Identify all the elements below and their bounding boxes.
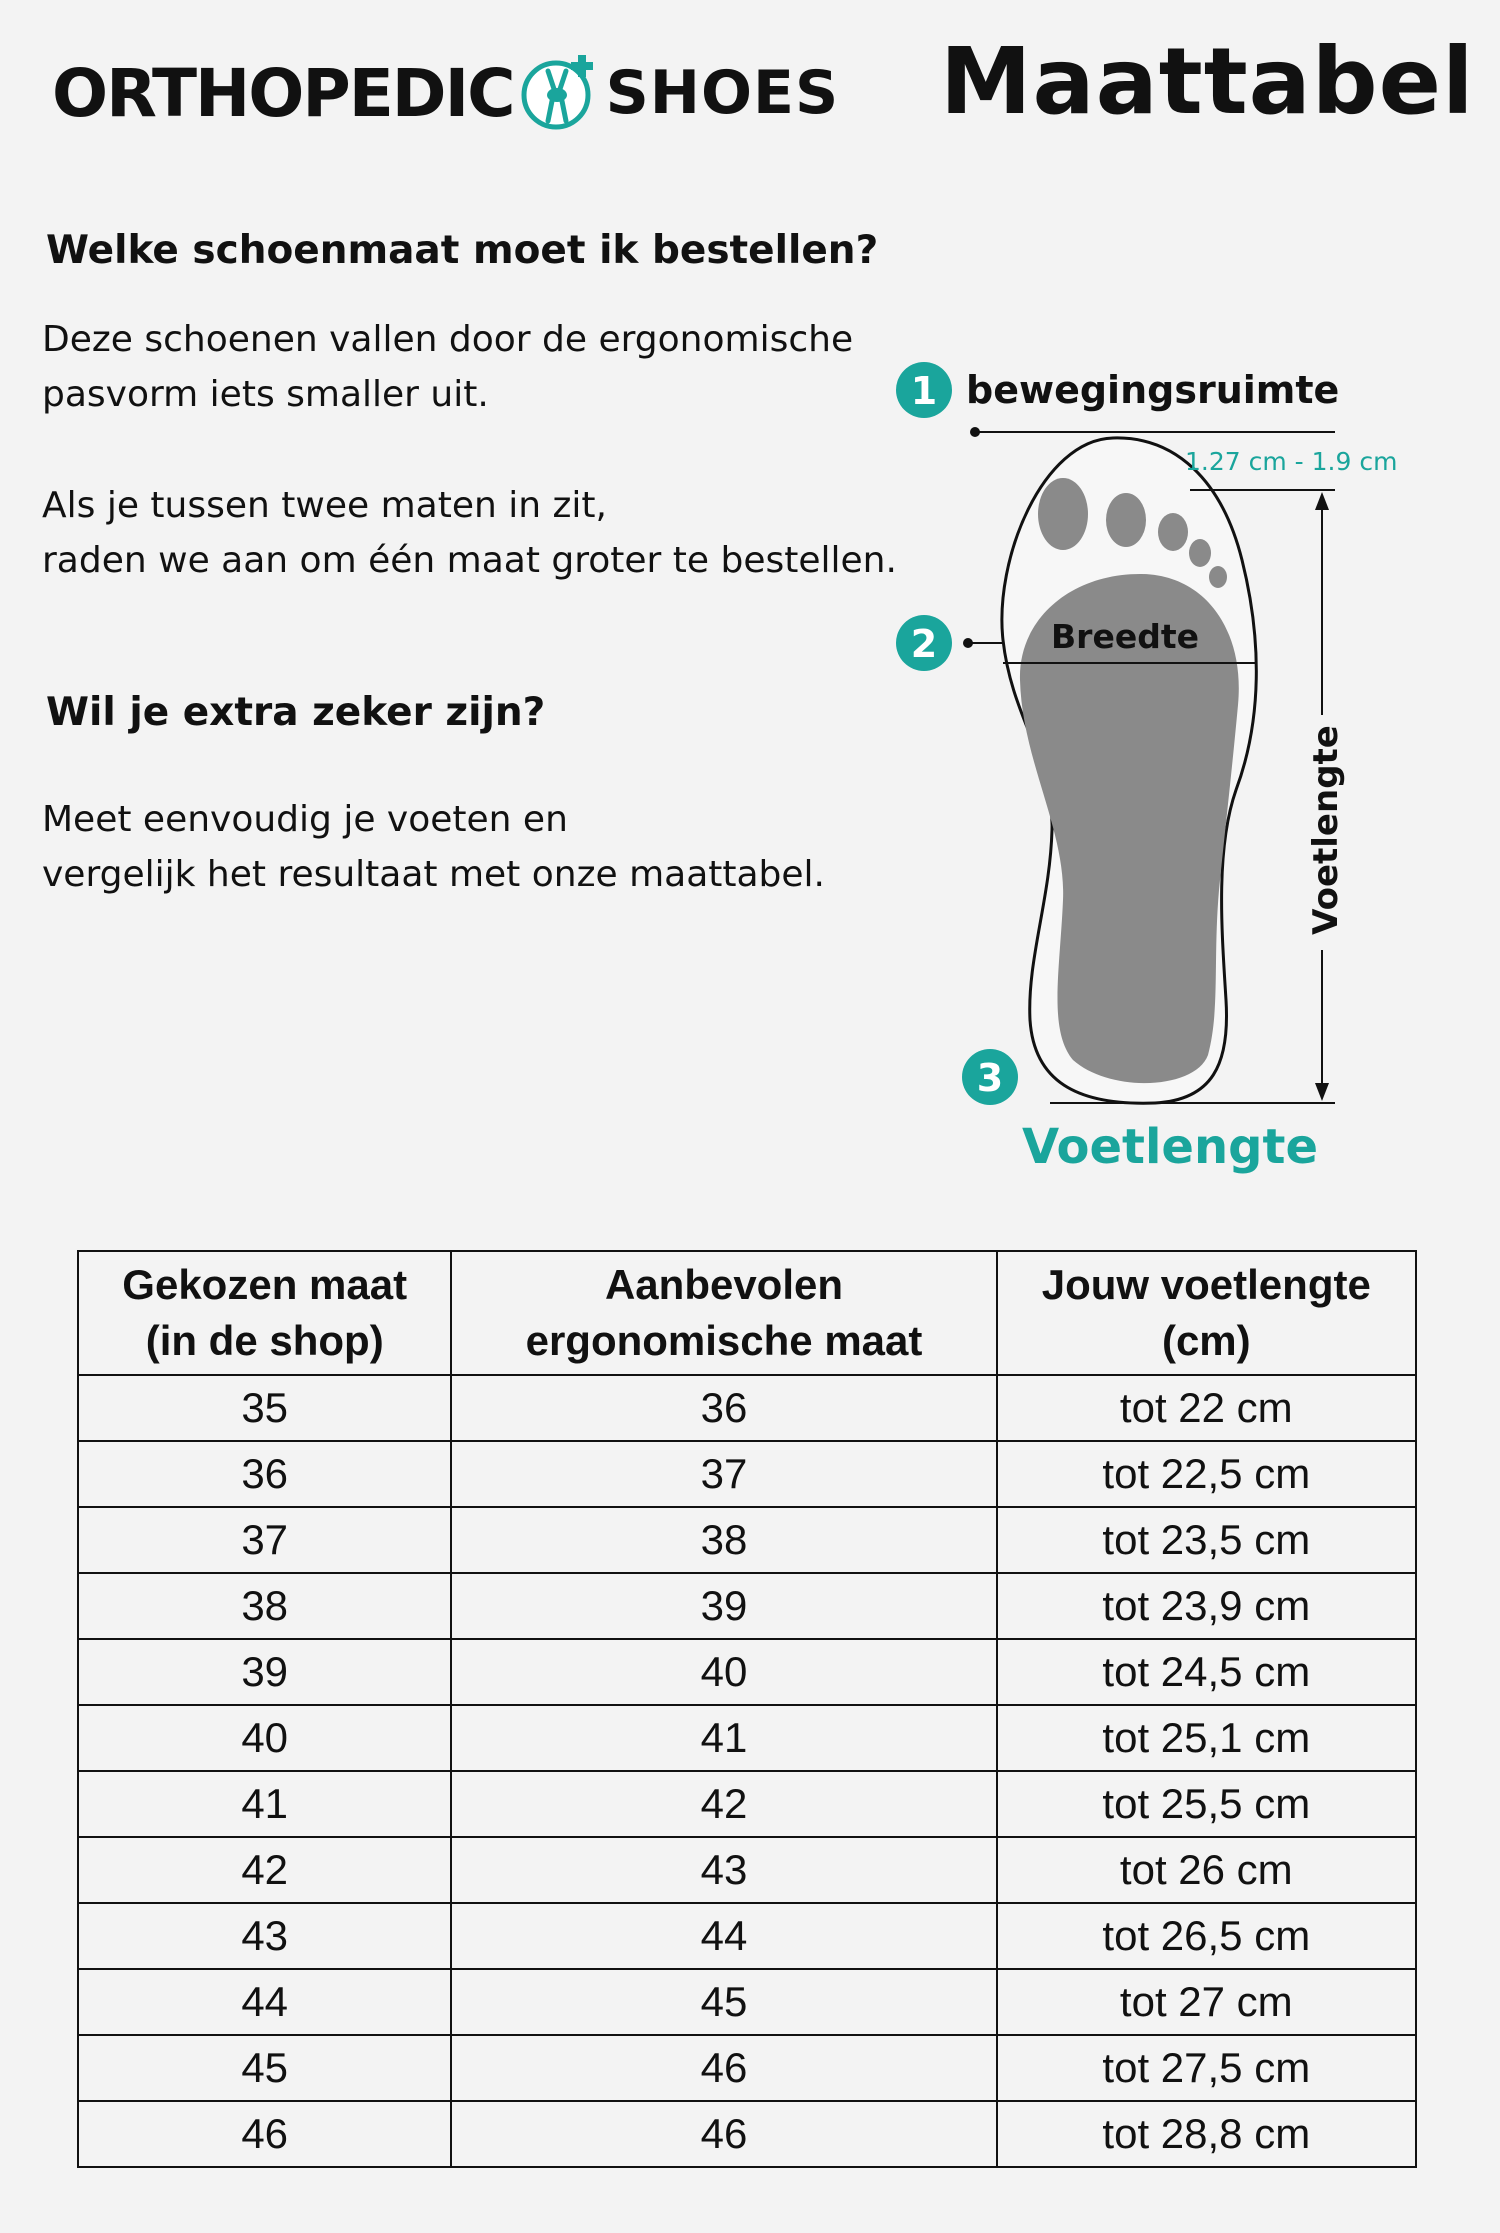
table-row (78, 2035, 1416, 2101)
toe-shape (1038, 478, 1088, 550)
header-line: Jouw voetlengte (1041, 1261, 1371, 1308)
table-row (78, 1969, 1416, 2035)
cell-foot-length: tot 26 cm (997, 1837, 1416, 1903)
table-row (78, 1441, 1416, 1507)
table-row (78, 1771, 1416, 1837)
text-line: raden we aan om één maat groter te bestellen. (42, 540, 897, 581)
cell-recommended-size: 43 (451, 1837, 996, 1903)
page-title: Maattabel (940, 28, 1475, 135)
cell-recommended-size: 36 (451, 1375, 996, 1441)
toe-shape (1158, 513, 1188, 551)
toe-room-range: 1.27 cm - 1.9 cm (1185, 447, 1398, 476)
table-row (78, 1639, 1416, 1705)
section-heading-measure: Wil je extra zeker zijn? (46, 690, 546, 735)
header-line: Aanbevolen (604, 1261, 844, 1308)
text-line: Als je tussen twee maten in zit, (42, 485, 607, 526)
table-row (78, 1837, 1416, 1903)
cell-recommended-size: 41 (451, 1705, 996, 1771)
cell-chosen-size: 43 (78, 1903, 451, 1969)
cell-chosen-size: 40 (78, 1705, 451, 1771)
cell-foot-length: tot 26,5 cm (997, 1903, 1416, 1969)
cell-chosen-size: 41 (78, 1771, 451, 1837)
header-line: Gekozen maat (122, 1261, 408, 1308)
cell-recommended-size: 37 (451, 1441, 996, 1507)
cell-foot-length: tot 23,5 cm (997, 1507, 1416, 1573)
text-line: Meet eenvoudig je voeten en (42, 799, 568, 840)
cell-recommended-size: 39 (451, 1573, 996, 1639)
text-line: pasvorm iets smaller uit. (42, 374, 489, 415)
step-1-number: 1 (910, 369, 938, 413)
arrow-head-up (1315, 492, 1329, 510)
toe-shape (1189, 539, 1211, 567)
table-row (78, 1903, 1416, 1969)
cell-chosen-size: 45 (78, 2035, 451, 2101)
text-line: Deze schoenen vallen door de ergonomische (42, 319, 854, 360)
logo-text-right: SHOES (605, 58, 840, 128)
cell-chosen-size: 39 (78, 1639, 451, 1705)
table-row (78, 1573, 1416, 1639)
cell-foot-length: tot 24,5 cm (997, 1639, 1416, 1705)
header-line: ergonomische maat (525, 1317, 923, 1364)
cell-foot-length: tot 22 cm (997, 1375, 1416, 1441)
cell-foot-length: tot 25,5 cm (997, 1771, 1416, 1837)
cell-chosen-size: 42 (78, 1837, 451, 1903)
cell-recommended-size: 46 (451, 2035, 996, 2101)
cell-foot-length: tot 25,1 cm (997, 1705, 1416, 1771)
cell-chosen-size: 35 (78, 1375, 451, 1441)
table-header-row (78, 1251, 1416, 1375)
foot-length-label: Voetlengte (1021, 1119, 1319, 1175)
step-1-label: bewegingsruimte (966, 368, 1340, 412)
cell-recommended-size: 45 (451, 1969, 996, 2035)
step-3-number: 3 (976, 1056, 1004, 1100)
table-row (78, 1705, 1416, 1771)
step-2-number: 2 (910, 622, 938, 666)
cell-recommended-size: 38 (451, 1507, 996, 1573)
cell-foot-length: tot 27,5 cm (997, 2035, 1416, 2101)
size-table (77, 1250, 1417, 2168)
header-line: (cm) (1161, 1317, 1251, 1364)
column-header-chosen-size (78, 1251, 451, 1375)
column-header-recommended-size (451, 1251, 996, 1375)
cell-chosen-size: 38 (78, 1573, 451, 1639)
cell-chosen-size: 44 (78, 1969, 451, 2035)
cell-foot-length: tot 23,9 cm (997, 1573, 1416, 1639)
vertical-length-label: Voetlengte (1306, 725, 1346, 935)
cell-foot-length: tot 27 cm (997, 1969, 1416, 2035)
cell-recommended-size: 46 (451, 2101, 996, 2167)
cell-foot-length: tot 28,8 cm (997, 2101, 1416, 2167)
header-line: (in de shop) (145, 1317, 384, 1364)
cell-chosen-size: 37 (78, 1507, 451, 1573)
cell-recommended-size: 44 (451, 1903, 996, 1969)
toe-shape (1106, 493, 1146, 547)
table-row (78, 1375, 1416, 1441)
column-header-foot-length (997, 1251, 1416, 1375)
width-label: Breedte (1051, 617, 1199, 656)
cell-recommended-size: 40 (451, 1639, 996, 1705)
table-row (78, 1507, 1416, 1573)
toe-shape (1209, 566, 1227, 588)
pointer-dot (963, 638, 973, 648)
cell-recommended-size: 42 (451, 1771, 996, 1837)
pointer-dot (970, 427, 980, 437)
table-row (78, 2101, 1416, 2167)
section-heading-size: Welke schoenmaat moet ik bestellen? (46, 228, 879, 273)
logo-text-left: ORTHOPEDIC (52, 54, 514, 132)
text-line: vergelijk het resultaat met onze maattabel. (42, 854, 825, 895)
arrow-head-down (1315, 1083, 1329, 1101)
cell-chosen-size: 36 (78, 1441, 451, 1507)
cell-foot-length: tot 22,5 cm (997, 1441, 1416, 1507)
cell-chosen-size: 46 (78, 2101, 451, 2167)
